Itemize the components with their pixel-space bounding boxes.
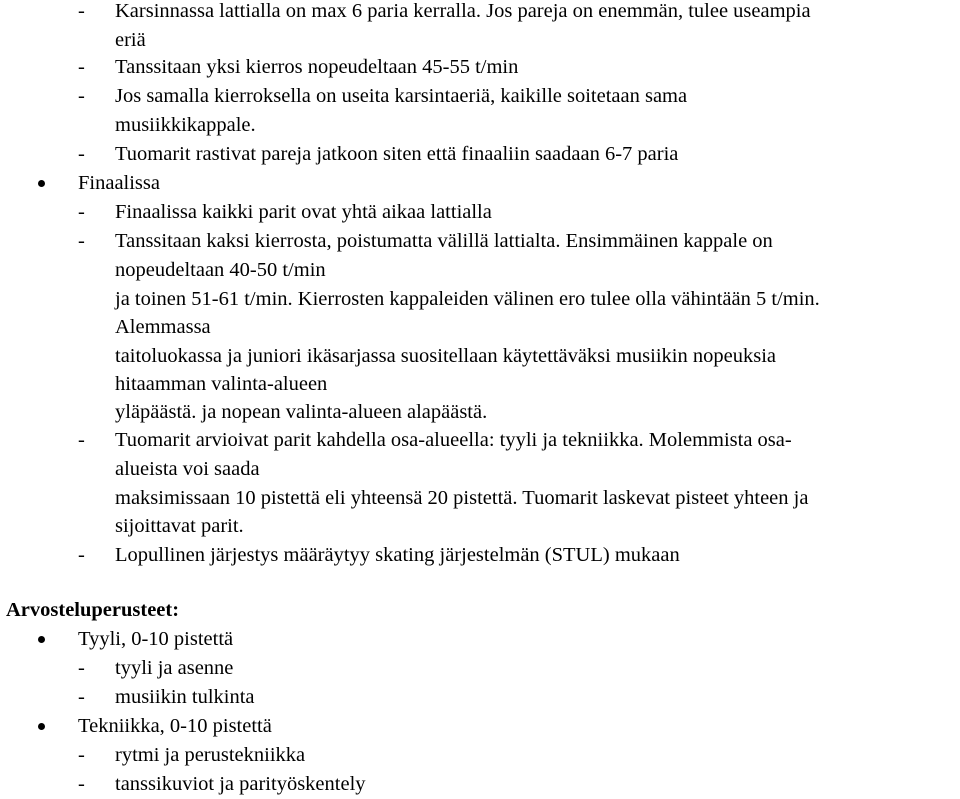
- criterion-label: Tekniikka, 0-10 pistettä: [78, 715, 272, 737]
- rule-text: musiikkikappale.: [115, 114, 256, 136]
- rule-text: maksimissaan 10 pistettä eli yhteensä 20 pistettä. Tuomarit laskevat pisteet yhteen ja: [115, 487, 809, 509]
- rule-text: Karsinnassa lattialla on max 6 paria kerralla. Jos pareja on enemmän, tulee useampia: [115, 0, 811, 22]
- dash-marker: -: [78, 686, 85, 708]
- rule-text: Tanssitaan kaksi kierrosta, poistumatta välillä lattialta. Ensimmäinen kappale on: [115, 230, 773, 252]
- rule-text: nopeudeltaan 40-50 t/min: [115, 259, 326, 281]
- section-label: Finaalissa: [78, 172, 160, 194]
- rule-text: alueista voi saada: [115, 458, 260, 480]
- dash-marker: -: [78, 657, 85, 679]
- bullet-icon: [38, 723, 45, 730]
- criterion-text: rytmi ja perustekniikka: [115, 744, 306, 766]
- criterion-text: musiikin tulkinta: [115, 686, 255, 708]
- rule-text: eriä: [115, 29, 146, 51]
- rule-text: Finaalissa kaikki parit ovat yhtä aikaa lattialla: [115, 201, 492, 223]
- bullet-icon: [38, 636, 45, 643]
- rule-text: Lopullinen järjestys määräytyy skating järjestelmän (STUL) mukaan: [115, 544, 680, 566]
- rule-text: Tuomarit rastivat pareja jatkoon siten että finaaliin saadaan 6-7 paria: [115, 143, 679, 165]
- bullet-icon: [38, 180, 45, 187]
- rule-text: Tuomarit arvioivat parit kahdella osa-alueella: tyyli ja tekniikka. Molemmista osa-: [115, 429, 792, 451]
- rule-text: sijoittavat parit.: [115, 515, 244, 537]
- dash-marker: -: [78, 85, 85, 107]
- rule-text: Tanssitaan yksi kierros nopeudeltaan 45-55 t/min: [115, 56, 519, 78]
- dash-marker: -: [78, 201, 85, 223]
- criteria-heading: Arvosteluperusteet:: [6, 599, 180, 621]
- dash-marker: -: [78, 143, 85, 165]
- dash-marker: -: [78, 773, 85, 795]
- rule-text: yläpäästä. ja nopean valinta-alueen alapäästä.: [115, 401, 488, 423]
- rule-text: Jos samalla kierroksella on useita karsintaeriä, kaikille soitetaan sama: [115, 85, 688, 107]
- criterion-text: tyyli ja asenne: [115, 657, 234, 679]
- dash-marker: -: [78, 429, 85, 451]
- dash-marker: -: [78, 744, 85, 766]
- rule-text: taitoluokassa ja juniori ikäsarjassa suositellaan käytettäväksi musiikin nopeuksia: [115, 345, 776, 367]
- criterion-label: Tyyli, 0-10 pistettä: [78, 628, 234, 650]
- rule-text: hitaamman valinta-alueen: [115, 373, 328, 395]
- dash-marker: -: [78, 230, 85, 252]
- dash-marker: -: [78, 56, 85, 78]
- dash-marker: -: [78, 544, 85, 566]
- rule-text: ja toinen 51-61 t/min. Kierrosten kappaleiden välinen ero tulee olla vähintään 5 t/min.: [115, 288, 820, 310]
- dash-marker: -: [78, 0, 85, 22]
- criterion-text: tanssikuviot ja parityöskentely: [115, 773, 366, 795]
- rule-text: Alemmassa: [115, 316, 211, 338]
